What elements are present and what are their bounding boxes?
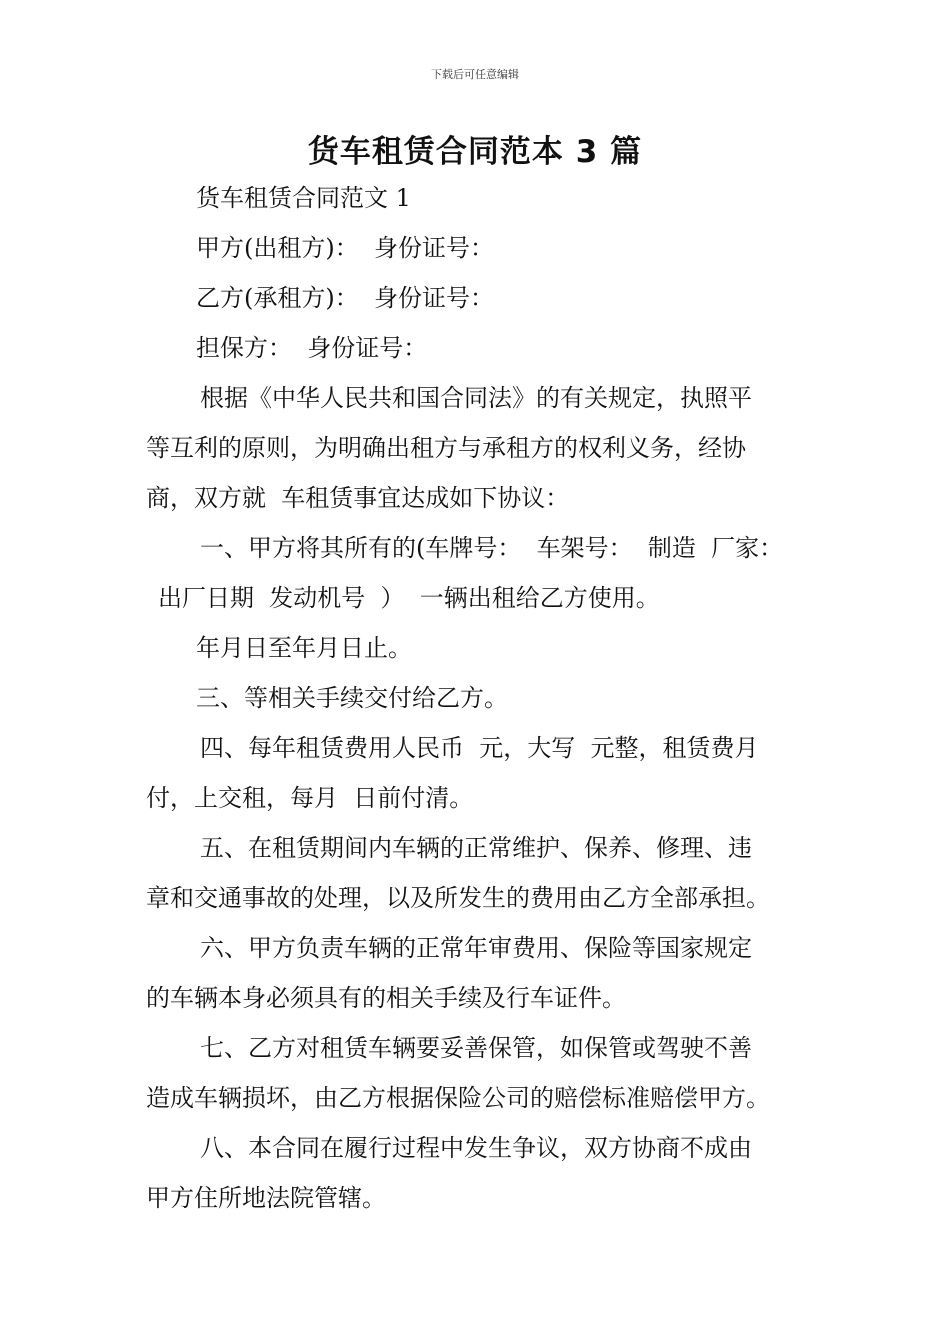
party-lessor: 甲方(出租方)： 身份证号： — [196, 234, 494, 262]
clause-1-line-1: 一、甲方将其所有的(车牌号： 车架号： 制造 厂家： — [200, 534, 784, 562]
clause-4-line-1: 四、每年租赁费用人民币 元，大写 元整，租赁费月 — [200, 734, 759, 762]
intro-line-1: 根据《中华人民共和国合同法》的有关规定，执照平 — [200, 384, 752, 412]
intro-line-2: 等互利的原则，为明确出租方与承租方的权利义务，经协 — [146, 434, 746, 462]
clause-4-line-2: 付，上交租，每月 日前付清。 — [146, 784, 474, 812]
clause-5-line-1: 五、在租赁期间内车辆的正常维护、保养、修理、违 — [200, 834, 752, 862]
clause-6-line-2: 的车辆本身必须具有的相关手续及行车证件。 — [146, 984, 626, 1012]
clause-3-line-1: 三、等相关手续交付给乙方。 — [196, 684, 508, 712]
clause-5-line-2: 章和交通事故的处理，以及所发生的费用由乙方全部承担。 — [146, 884, 770, 912]
clause-8-line-1: 八、本合同在履行过程中发生争议，双方协商不成由 — [200, 1134, 752, 1162]
intro-line-3: 商，双方就 车租赁事宜达成如下协议： — [146, 484, 570, 512]
document-title: 货车租赁合同范本 3 篇 — [307, 134, 643, 170]
party-guarantor: 担保方： 身份证号： — [196, 334, 428, 362]
clause-2-line-1: 年月日至年月日止。 — [196, 634, 412, 662]
subtitle: 货车租赁合同范文 1 — [196, 184, 411, 212]
party-lessee: 乙方(承租方)： 身份证号： — [196, 284, 494, 312]
clause-7-line-2: 造成车辆损坏，由乙方根据保险公司的赔偿标准赔偿甲方。 — [146, 1084, 770, 1112]
clause-8-line-2: 甲方住所地法院管辖。 — [146, 1184, 386, 1212]
clause-1-line-2: 出厂日期 发动机号 ） 一辆出租给乙方使用。 — [158, 584, 660, 612]
clause-7-line-1: 七、乙方对租赁车辆要妥善保管，如保管或驾驶不善 — [200, 1034, 752, 1062]
header-note: 下载后可任意编辑 — [431, 68, 519, 81]
clause-6-line-1: 六、甲方负责车辆的正常年审费用、保险等国家规定 — [200, 934, 752, 962]
